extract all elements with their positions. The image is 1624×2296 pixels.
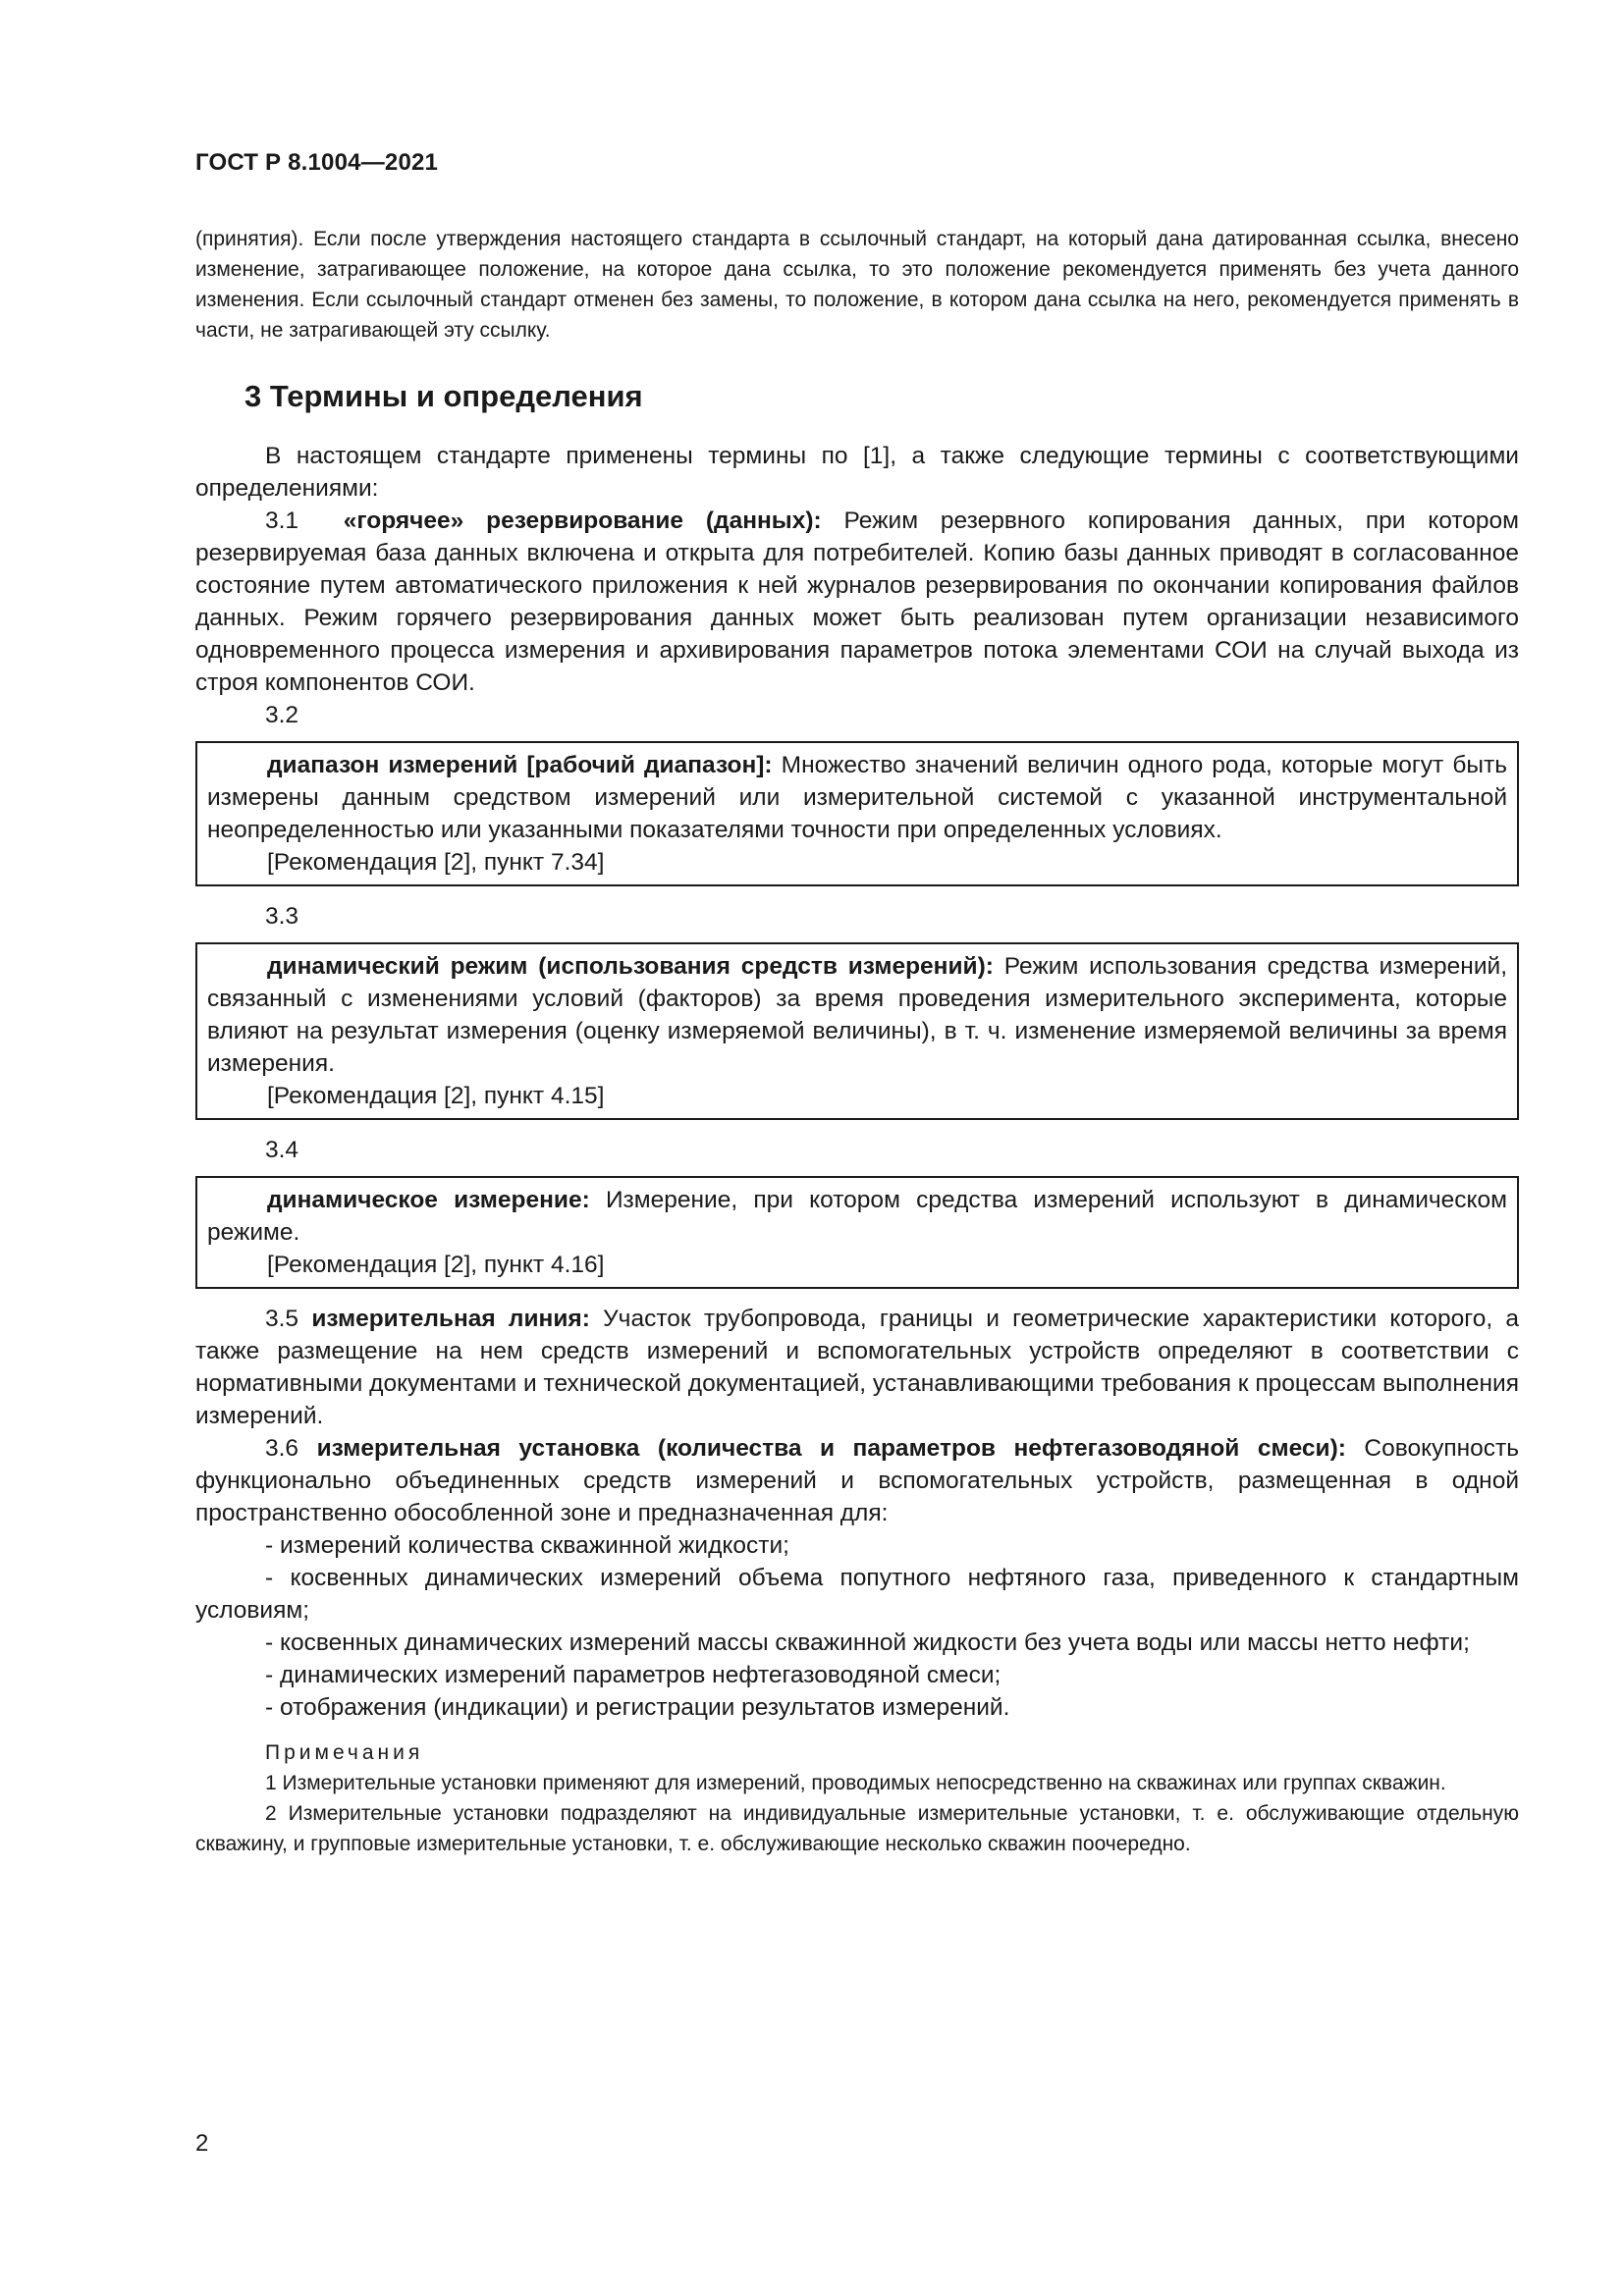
intro-paragraph: (принятия). Если после утверждения настоящего стандарта в ссылочный стандарт, на который дана датированная ссылка, внесено изменение, затрагивающее положение, на которое дана ссылка, то это положение рекомендуется применять без учета данного изменения. Если ссылочный стандарт отменен без замены, то положение, в котором дана ссылка на него, рекомендуется применять в части, не затрагивающей эту ссылку. <box>195 228 1519 342</box>
list-item: - измерений количества скважинной жидкости; <box>265 1532 789 1559</box>
list-item: - косвенных динамических измерений массы скважинной жидкости без учета воды или массы нетто нефти; <box>265 1629 1470 1656</box>
note-1: 1 Измерительные установки применяют для измерений, проводимых непосредственно на скважинах или группах скважин. <box>265 1772 1446 1794</box>
term-number-3-2: 3.2 <box>265 702 299 728</box>
document-code-header: ГОСТ Р 8.1004—2021 <box>195 149 439 176</box>
term-3-3 <box>197 950 1517 1080</box>
note-2: 2 Измерительные установки подразделяют на индивидуальные измерительные установки, т. е. обслуживающие отдельную скважину, и групповые измерительные установки, т. е. обслуживающие несколько скважин поочередно. <box>195 1802 1519 1855</box>
section-title: 3 Термины и определения <box>244 379 643 413</box>
term-number-3-3: 3.3 <box>265 903 299 930</box>
term-3-2 <box>197 749 1517 846</box>
term-number: 3.5 <box>265 1306 299 1332</box>
page-content <box>195 224 1519 1859</box>
term-name: измерительная линия: <box>311 1306 590 1332</box>
term-name: диапазон измерений [рабочий диапазон]: <box>267 752 773 778</box>
term-number: 3.1 <box>265 507 299 534</box>
list-item: - косвенных динамических измерений объема попутного нефтяного газа, приведенного к стандартным условиям; <box>195 1565 1519 1624</box>
term-definition: Режим резервного копирования данных, при котором резервируемая база данных включена и открыта для потребителей. Копию базы данных приводят в согласованное состояние путем автоматического приложения к ней журналов резервирования по окончании копирования файлов данных. Режим горячего резервирования данных может быть реализован путем организации независимого одновременного процесса измерения и архивирования параметров потока элементами СОИ на случай выхода из строя компонентов СОИ. <box>195 507 1520 696</box>
term-definition: Совокупность функционально объединенных средств измерений и вспомогательных устройств, размещенная в одной пространственно обособленной зоне и предназначенная для: <box>195 1435 1519 1526</box>
term-box-3-3 <box>195 942 1519 1120</box>
term-definition: Измерение, при котором средства измерений используют в динамическом режиме. <box>207 1187 1508 1246</box>
term-box-3-4 <box>195 1176 1519 1289</box>
term-definition: Участок трубопровода, границы и геометрические характеристики которого, а также размещение на нем средств измерений и вспомогательных устройств определяют в соответствии с нормативными документами и технической документацией, устанавливающими требования к процессам выполнения измерений. <box>195 1306 1520 1429</box>
term-name: динамическое измерение: <box>267 1187 590 1213</box>
term-name: измерительная установка (количества и параметров нефтегазоводяной смеси): <box>316 1435 1346 1462</box>
term-3-1 <box>195 505 1519 699</box>
page-number: 2 <box>195 2130 209 2157</box>
term-source: [Рекомендация [2], пункт 7.34] <box>267 849 605 876</box>
term-source: [Рекомендация [2], пункт 4.16] <box>267 1252 605 1278</box>
term-number-3-4: 3.4 <box>265 1137 299 1163</box>
term-3-5 <box>195 1303 1519 1432</box>
term-name: динамический режим (использования средств измерений): <box>267 953 994 980</box>
notes-title: Примечания <box>265 1741 424 1764</box>
term-source: [Рекомендация [2], пункт 4.15] <box>267 1083 605 1109</box>
term-definition: Множество значений величин одного рода, которые могут быть измерены данным средством измерений или измерительной системой с указанной инструментальной неопределенностью или указанными показателями точности при определенных условиях. <box>207 752 1507 843</box>
term-box-3-2 <box>195 741 1519 886</box>
section-lead: В настоящем стандарте применены термины по [1], а также следующие термины с соответствующими определениями: <box>195 443 1519 502</box>
term-definition: Режим использования средства измерений, связанный с изменениями условий (факторов) за время проведения измерительного эксперимента, которые влияют на результат измерения (оценку измеряемой величины), в т. ч. изменение измеряемой величины за время измерения. <box>207 953 1507 1077</box>
list-item: - отображения (индикации) и регистрации результатов измерений. <box>265 1694 1010 1721</box>
list-item: - динамических измерений параметров нефтегазоводяной смеси; <box>265 1662 1001 1688</box>
term-3-4 <box>197 1184 1517 1249</box>
term-number: 3.6 <box>265 1435 299 1462</box>
term-name: «горячее» резервирование (данных): <box>343 507 822 534</box>
term-3-6 <box>195 1432 1519 1529</box>
